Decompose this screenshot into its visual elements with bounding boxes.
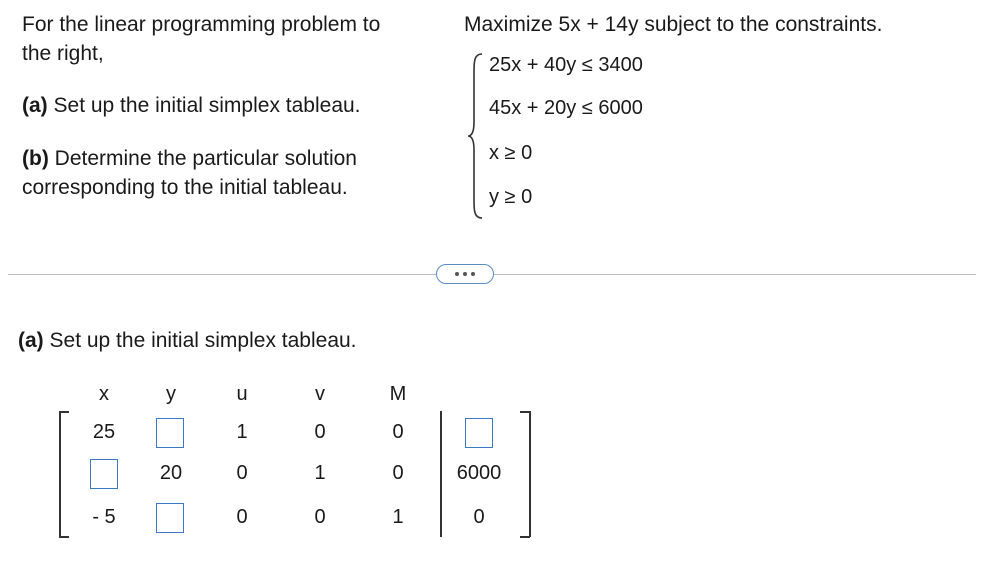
cell-r3-u: 0 (236, 506, 248, 528)
cell-r2-y: 20 (159, 462, 183, 484)
cell-r3-v: 0 (314, 506, 326, 528)
header-x: x (99, 383, 109, 405)
part-b-question (22, 144, 357, 202)
intro-line-1: For the linear programming problem to (22, 13, 381, 36)
cell-r1-u: 1 (236, 421, 248, 443)
cell-r1-x: 25 (92, 421, 116, 443)
left-bracket (59, 411, 61, 537)
part-b-text-1: Determine the particular solution (48, 147, 357, 170)
section-a-heading (18, 326, 357, 355)
cell-r3-rhs: 0 (473, 506, 485, 528)
cell-r3-m: 1 (392, 506, 404, 528)
header-u: u (236, 383, 248, 405)
cell-r2-m: 0 (392, 462, 404, 484)
right-bracket-top (520, 411, 530, 413)
intro-line-2: the right, (22, 42, 104, 65)
left-bracket-top (59, 411, 69, 413)
header-m: M (389, 383, 407, 405)
input-r3-y[interactable] (156, 503, 184, 533)
header-v: v (315, 383, 325, 405)
rhs-separator (440, 411, 442, 537)
part-a-text: Set up the initial simplex tableau. (47, 94, 361, 117)
constraint-4: y ≥ 0 (489, 186, 533, 208)
objective-text: Maximize 5x + 14y subject to the constraints. (464, 13, 883, 36)
section-a-label: (a) (18, 329, 44, 352)
cell-r2-u: 0 (236, 462, 248, 484)
intro-text (22, 10, 380, 68)
constraint-2: 45x + 20y ≤ 6000 (489, 97, 643, 119)
input-r1-y[interactable] (156, 418, 184, 448)
left-bracket-bottom (59, 536, 69, 538)
header-y: y (166, 383, 176, 405)
divider-left (8, 274, 436, 275)
part-b-label: (b) (22, 147, 49, 170)
constraint-3: x ≥ 0 (489, 142, 533, 164)
input-r2-x[interactable] (90, 459, 118, 489)
right-bracket-bottom (520, 536, 530, 538)
part-a-label: (a) (22, 94, 48, 117)
cell-r1-m: 0 (392, 421, 404, 443)
constraint-brace (466, 52, 488, 220)
right-bracket (529, 411, 531, 537)
cell-r1-v: 0 (314, 421, 326, 443)
cell-r2-v: 1 (314, 462, 326, 484)
ellipsis-icon[interactable] (436, 264, 494, 284)
constraint-1: 25x + 40y ≤ 3400 (489, 54, 643, 76)
divider-right (494, 274, 976, 275)
part-a-question (22, 91, 361, 120)
cell-r3-x: - 5 (92, 506, 116, 528)
input-r1-rhs[interactable] (465, 418, 493, 448)
section-a-text: Set up the initial simplex tableau. (43, 329, 357, 352)
cell-r2-rhs: 6000 (456, 462, 502, 484)
part-b-text-2: corresponding to the initial tableau. (22, 176, 348, 199)
